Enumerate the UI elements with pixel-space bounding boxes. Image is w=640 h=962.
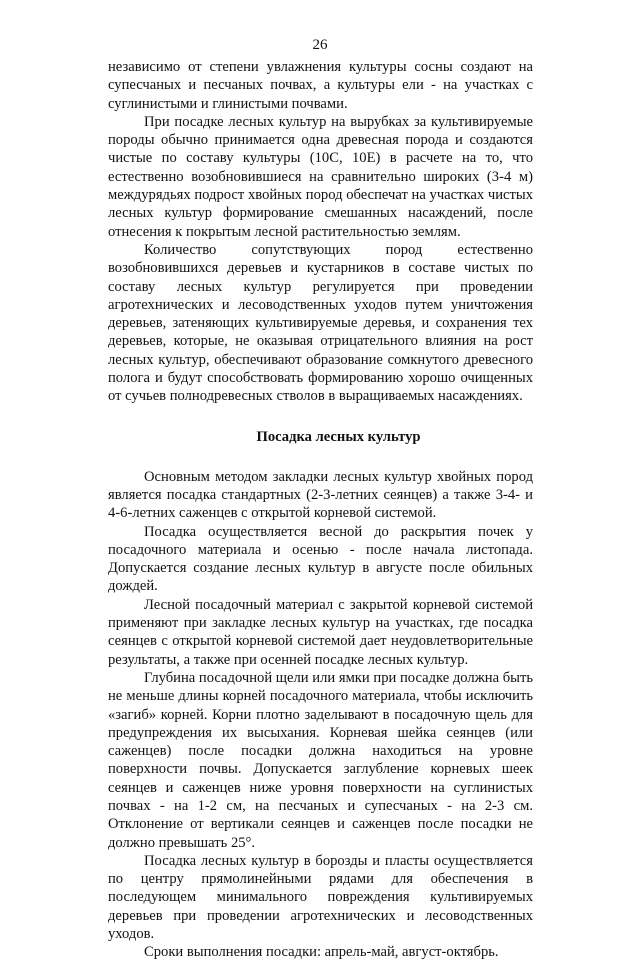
section-heading: Посадка лесных культур <box>256 428 421 445</box>
paragraph: Сроки выполнения посадки: апрель-май, август-октябрь. <box>144 944 499 961</box>
page-number: 26 <box>312 37 328 53</box>
paragraph: Посадка осуществляется весной до раскрытия почек у посадочного материала и осенью - после начала листопада. Допускается создание лесных культур в августе после обильных дождей. <box>108 523 533 595</box>
paragraph: Глубина посадочной щели или ямки при посадке должна быть не меньше длины корней посадочного материала, чтобы исключить «загиб» корней. Корни плотно заделывают в посадочную щель для предупреждения их высыхания. Корневая шейка сеянцев (или саженцев) после посадки должна находиться на уровне поверхности почвы. Допускается заглубление корневых шеек сеянцев и саженцев ниже уровня поверхности на суглинистых почвах - на 1-2 см, на песчаных и супесчаных - на 2-3 см. Отклонение от вертикали сеянцев и саженцев после посадки не должно превышать 25°. <box>108 669 533 851</box>
paragraph: Посадка лесных культур в борозды и пласты осуществляется по центру прямолинейными рядами для обеспечения в последующем минимального повреждения культивируемых деревьев при проведении агротехнических и лесоводственных уходов. <box>108 852 533 943</box>
paragraph: При посадке лесных культур на вырубках за культивируемые породы обычно принимается одна древесная порода и создаются чистые по составу культуры (10С, 10Е) в расчете на то, что естественно возобновившиеся на сравнительно широких (3-4 м) междурядьях подрост хвойных пород обеспечат на участках чистых лесных культур формирование смешанных насаждений, после отнесения к покрытым лесной растительностью землям. <box>108 113 533 240</box>
paragraph-continuation: независимо от степени увлажнения культуры сосны создают на супесчаных и песчаных почвах, а культуры ели - на участках с суглинистыми и глинистыми почвами. <box>108 59 533 112</box>
paragraph: Количество сопутствующих пород естественно возобновившихся деревьев и кустарников в составе чистых по составу лесных культур регулируется при проведении агротехнических и лесоводственных уходов путем уничтожения деревьев, затеняющих культивируемые деревья, и сохранения тех деревьев, которые, не оказывая отрицательного влияния на рост лесных культур, обеспечивают образование сомкнутого древесного полога и будут способствовать формированию хорошо очищенных от сучьев полнодревесных стволов в выращиваемых насаждениях. <box>108 241 533 405</box>
page-content <box>108 58 533 962</box>
paragraph: Лесной посадочный материал с закрытой корневой системой применяют при закладке лесных культур на участках, где посадка сеянцев с открытой корневой системой дает неудовлетворительные результаты, а также при осенней посадке лесных культур. <box>108 596 533 668</box>
paragraph: Основным методом закладки лесных культур хвойных пород является посадка стандартных (2-3-летних сеянцев) а также 3-4- и 4-6-летних саженцев с открытой корневой системой. <box>108 468 533 522</box>
